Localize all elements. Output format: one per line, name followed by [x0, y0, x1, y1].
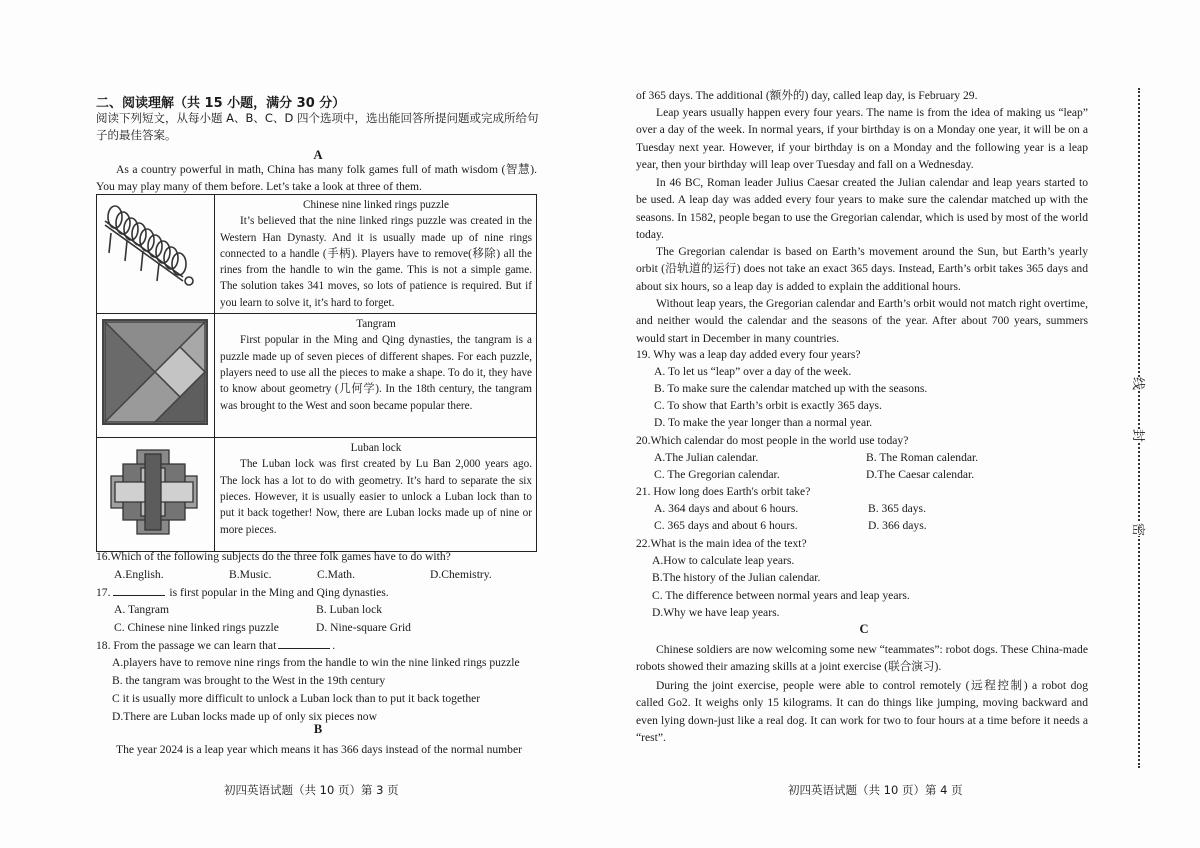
option-18d: D.There are Luban locks made up of only six pieces now [112, 710, 377, 723]
answer-blank-18 [278, 637, 330, 649]
option-16b: B.Music. [229, 568, 272, 581]
luban-lock-image [97, 438, 214, 546]
passage-b-p2: Leap years usually happen every four years. The name is from the idea of making us “leap” over a day of the week. In normal years, if your birthday is on a Monday one year, it will be on a Tuesday next year. However, if your birthday is on a Monday and the following year is a leap year, then your birthday will leap over Tuesday and fall on a Wednesday. [636, 106, 1088, 171]
passage-b-letter: B [313, 722, 323, 736]
section-title: 二、阅读理解（共 15 小题，满分 30 分） [96, 96, 346, 111]
option-19b: B. To make sure the calendar matched up with the seasons. [654, 382, 928, 395]
binding-mark-secret: 密 [1128, 523, 1151, 536]
game-row-rings [97, 195, 537, 314]
option-22d: D.Why we have leap years. [652, 606, 780, 619]
options-19 [654, 363, 1084, 435]
nine-rings-image [97, 195, 214, 307]
options-22 [652, 552, 1082, 624]
passage-c-letter: C [859, 622, 869, 636]
passage-c-p1: Chinese soldiers are now welcoming some new “teammates”: robot dogs. These China-made robots showed their amazing skills at a joint exercise (联合演习). [636, 643, 1088, 674]
option-17b: B. Luban lock [316, 603, 383, 616]
tangram-image [97, 314, 214, 432]
option-22b: B.The history of the Julian calendar. [652, 571, 821, 584]
passage-b-p4: The Gregorian calendar is based on Earth’s movement around the Sun, but Earth’s yearly orbit (沿轨道的运行) does not take an exact 365 days. Instead, Earth’s orbit takes 365 days and about six hours, so a leap day is added to explain the additional hours. [636, 245, 1088, 293]
option-16d: D.Chemistry. [430, 568, 492, 581]
game-text-rings: It’s believed that the nine linked rings puzzle was created in the Western Han Dynasty. And it is usually made up of nine rings connected to a handle (手柄). Players have to remove(移除) all the rines from the handle to win the game. This is not a simple game. The solution takes 341 moves, so lots of patience is required. But if you learn to solve it, it’s hard to forget. [220, 215, 532, 309]
option-20c: C. The Gregorian calendar. [654, 468, 780, 481]
option-18a: A.players have to remove nine rings from the handle to win the nine linked rings puzzle [112, 656, 520, 669]
question-17-number: 17. [96, 586, 111, 599]
option-16c: C.Math. [317, 568, 356, 581]
option-22a: A.How to calculate leap years. [652, 554, 795, 567]
passage-a-intro: As a country powerful in math, China has many folk games full of math wisdom (智慧). You may play many of them before. Let’s take a look at three of them. [96, 163, 537, 194]
option-18b: B. the tangram was brought to the West in the 19th century [112, 674, 386, 687]
question-20: 20.Which calendar do most people in the world use today? [636, 434, 909, 447]
option-19d: D. To make the year longer than a normal year. [654, 416, 873, 429]
question-22: 22.What is the main idea of the text? [636, 537, 807, 550]
options-21 [654, 500, 1084, 536]
passage-c-p2: During the joint exercise, people were able to control remotely (远程控制) a robot dog called Go2. It weighs only 15 kilograms. It can do things like jumping, moving backward and even lying down-just like a real dog. It can work for two to four hours at a time before it needs a “rest”. [636, 679, 1088, 744]
game-title-tangram: Tangram [356, 318, 396, 331]
option-17d: D. Nine-square Grid [316, 621, 411, 634]
option-17c: C. Chinese nine linked rings puzzle [114, 621, 279, 634]
binding-mark-line: 线 [1128, 377, 1151, 390]
passage-b-p3: In 46 BC, Roman leader Julius Caesar created the Julian calendar and leap years started to be used. A leap day was added every four years to make sure the calendar matched up with the seasons. In 1582, people began to use the Gregorian calendar, which is used by most of the world today. [636, 176, 1088, 241]
game-title-rings: Chinese nine linked rings puzzle [302, 199, 450, 211]
section-instructions: 阅读下列短文，从每小题 A、B、C、D 四个选项中，选出能回答所提问题或完成所给句子的最佳答案。 [96, 111, 539, 142]
options-20 [654, 449, 1084, 485]
question-18-stem: 18. From the passage we can learn that [96, 639, 277, 652]
passage-b-p1-cont: of 365 days. The additional (额外的) day, called leap day, is February 29. [636, 89, 978, 102]
option-19c: C. To show that Earth’s orbit is exactly 365 days. [654, 399, 882, 412]
option-16a: A.English. [114, 568, 164, 581]
answer-blank-17 [113, 584, 165, 596]
option-17a: A. Tangram [114, 603, 169, 616]
tangram-picture-cell [97, 314, 215, 438]
luban-description-cell [215, 438, 537, 552]
question-19: 19. Why was a leap day added every four years? [636, 348, 861, 361]
question-16: 16.Which of the following subjects do the three folk games have to do with? [96, 550, 451, 563]
question-18 [96, 637, 335, 654]
game-row-tangram [97, 314, 537, 438]
question-18-end: . [332, 639, 336, 652]
option-20b: B. The Roman calendar. [866, 451, 979, 464]
option-22c: C. The difference between normal years and leap years. [652, 589, 910, 602]
rings-picture-cell [97, 195, 215, 314]
rings-description-cell [215, 195, 537, 314]
option-21c: C. 365 days and about 6 hours. [654, 519, 798, 532]
question-17-stem: is first popular in the Ming and Qing dynasties. [166, 586, 389, 599]
page-footer-right: 初四英语试题（共 10 页）第 4 页 [788, 783, 963, 797]
game-row-luban [97, 438, 537, 552]
question-21: 21. How long does Earth's orbit take? [636, 485, 811, 498]
options-16 [114, 566, 534, 584]
option-21a: A. 364 days and about 6 hours. [654, 502, 799, 515]
game-title-luban: Luban lock [350, 442, 402, 455]
option-18c: C it is usually more difficult to unlock a Luban lock than to put it back together [112, 692, 481, 705]
option-21d: D. 366 days. [868, 519, 927, 532]
option-20a: A.The Julian calendar. [654, 451, 759, 464]
passage-b-p5: Without leap years, the Gregorian calendar and Earth’s orbit would not match right overtime, and neither would the calendar and the seasons of the year. After about 700 years, summers would start in December in many countries. [636, 297, 1088, 345]
folk-games-table [96, 194, 537, 552]
tangram-description-cell [215, 314, 537, 438]
question-17 [96, 584, 389, 601]
options-18 [112, 654, 542, 726]
luban-picture-cell [97, 438, 215, 552]
options-17 [114, 601, 534, 637]
game-text-luban: The Luban lock was first created by Lu Ban 2,000 years ago. The lock has a lot to do with geometry. It’s hard to separate the six pieces. However, it is usually easier to unlock a Luban lock than to put it back together! Now, there are Luban locks made up of nine or more pieces. [220, 458, 532, 536]
option-21b: B. 365 days. [868, 502, 926, 515]
passage-b-p1: The year 2024 is a leap year which means it has 366 days instead of the normal number [116, 743, 522, 756]
passage-a-letter: A [313, 148, 323, 162]
option-20d: D.The Caesar calendar. [866, 468, 975, 481]
binding-mark-seal: 封 [1128, 429, 1151, 442]
game-text-tangram: First popular in the Ming and Qing dynasties, the tangram is a puzzle made up of seven pieces of different shapes. For each puzzle, players need to use all the pieces to make a shape. To do it, they have to know about geometry (几何学). In the 18th century, the tangram was brought to the West and soon became popular there. [220, 334, 532, 412]
page-footer-left: 初四英语试题（共 10 页）第 3 页 [224, 783, 399, 797]
option-19a: A. To let us “leap” over a day of the week. [654, 365, 852, 378]
